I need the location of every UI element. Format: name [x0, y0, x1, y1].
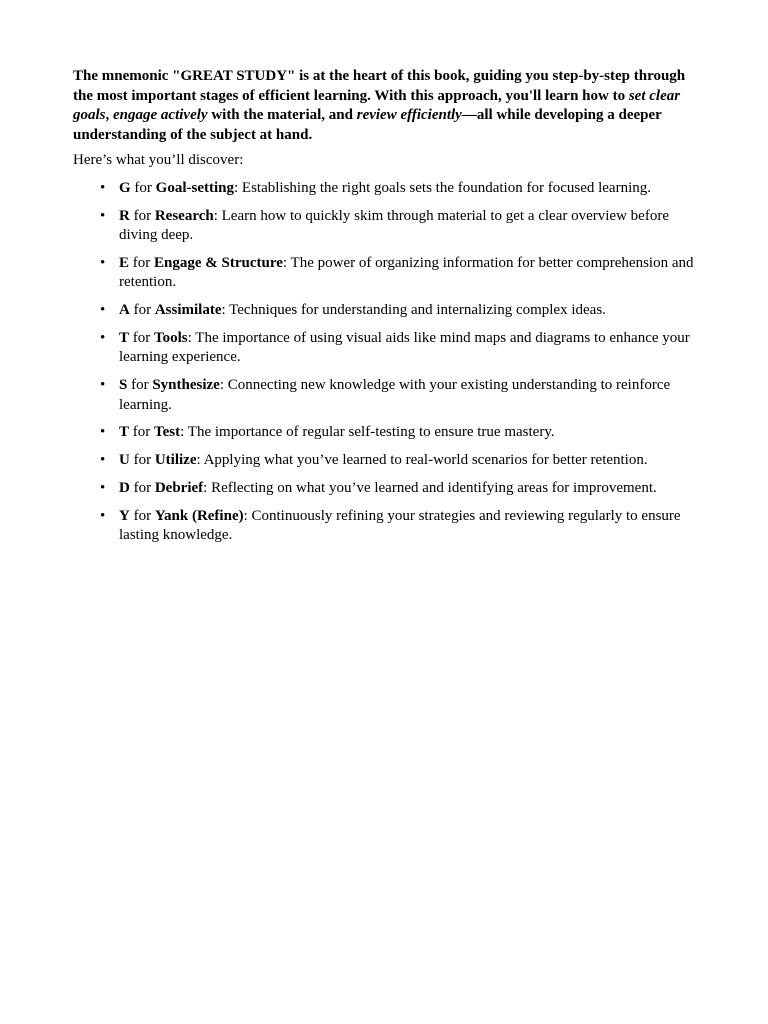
- bullet-icon: •: [100, 452, 106, 469]
- item-letter: E: [119, 254, 130, 271]
- bullet-icon: •: [100, 377, 106, 394]
- intro-paragraph: [73, 67, 701, 145]
- item-description: : Connecting new knowledge with your existing understanding to reinforce learning.: [119, 377, 671, 413]
- item-term: Debrief: [154, 479, 204, 496]
- list-item: [73, 507, 701, 546]
- list-item: [73, 179, 701, 198]
- item-description: : The power of organizing information for better comprehension and retention.: [119, 254, 694, 291]
- item-letter: A: [119, 302, 130, 319]
- intro-text: with the material, and: [207, 107, 357, 124]
- intro-text: The mnemonic "GREAT STUDY" is at the heart of this book, guiding you step-by-step through the most important stages of efficient learning. With this approach, you'll learn how to: [73, 68, 686, 104]
- bullet-icon: •: [100, 507, 106, 524]
- item-term: Research: [154, 207, 214, 224]
- list-item: [73, 207, 701, 246]
- bullet-icon: •: [100, 207, 106, 224]
- item-letter: T: [119, 329, 130, 346]
- bullet-icon: •: [100, 179, 106, 196]
- item-letter: R: [119, 207, 130, 224]
- item-term: Engage & Structure: [154, 254, 283, 271]
- list-item: [73, 254, 701, 293]
- bullet-icon: •: [100, 329, 106, 346]
- item-term: Tools: [154, 329, 188, 346]
- bullet-icon: •: [100, 302, 106, 319]
- item-connector: for: [129, 452, 155, 469]
- item-description: : Learn how to quickly skim through material to get a clear overview before diving deep.: [119, 207, 669, 244]
- list-item: [73, 329, 701, 368]
- intro-separator: ,: [105, 107, 114, 124]
- item-connector: for: [129, 254, 155, 271]
- intro-emphasis-goals: set clear goals: [73, 87, 681, 124]
- list-item: [73, 376, 701, 415]
- item-connector: for: [129, 302, 155, 319]
- document-page: [73, 67, 701, 554]
- item-term: Utilize: [154, 452, 197, 469]
- list-lead-in: Here’s what you’ll discover:: [73, 152, 244, 169]
- bullet-icon: •: [100, 254, 106, 271]
- list-item: [73, 423, 701, 442]
- item-term: Yank (Refine): [154, 507, 244, 524]
- item-description: : Techniques for understanding and internalizing complex ideas.: [221, 302, 606, 319]
- item-description: : Continuously refining your strategies and reviewing regularly to ensure lasting knowledge.: [119, 507, 681, 544]
- item-connector: for: [129, 507, 155, 524]
- item-description: : Establishing the right goals sets the foundation for focused learning.: [234, 179, 651, 196]
- item-connector: for: [127, 377, 153, 394]
- list-item: [73, 479, 701, 498]
- intro-text: —all while developing a deeper understanding of the subject at hand.: [73, 107, 662, 143]
- item-term: Synthesize: [152, 377, 220, 394]
- item-connector: for: [130, 179, 156, 196]
- item-connector: for: [129, 479, 155, 496]
- list-item: [73, 451, 701, 470]
- intro-emphasis-engage: engage actively: [113, 107, 208, 124]
- item-description: : The importance of regular self-testing to ensure true mastery.: [180, 424, 555, 441]
- item-letter: U: [119, 452, 130, 469]
- item-description: : The importance of using visual aids like mind maps and diagrams to enhance your learning experience.: [119, 329, 690, 366]
- item-letter: S: [119, 377, 128, 394]
- item-letter: Y: [119, 507, 130, 524]
- mnemonic-list: [73, 179, 701, 546]
- item-letter: T: [119, 424, 130, 441]
- item-letter: G: [119, 179, 131, 196]
- item-term: Goal-setting: [155, 179, 234, 196]
- list-item: [73, 301, 701, 320]
- bullet-icon: •: [100, 424, 106, 441]
- item-term: Test: [154, 424, 181, 441]
- item-letter: D: [119, 479, 130, 496]
- item-description: : Reflecting on what you’ve learned and identifying areas for improvement.: [203, 479, 657, 496]
- item-description: : Applying what you’ve learned to real-world scenarios for better retention.: [196, 452, 648, 469]
- item-connector: for: [129, 424, 155, 441]
- item-connector: for: [129, 207, 155, 224]
- bullet-icon: •: [100, 479, 106, 496]
- item-term: Assimilate: [154, 302, 222, 319]
- intro-emphasis-review: review efficiently: [356, 107, 462, 124]
- item-connector: for: [129, 329, 155, 346]
